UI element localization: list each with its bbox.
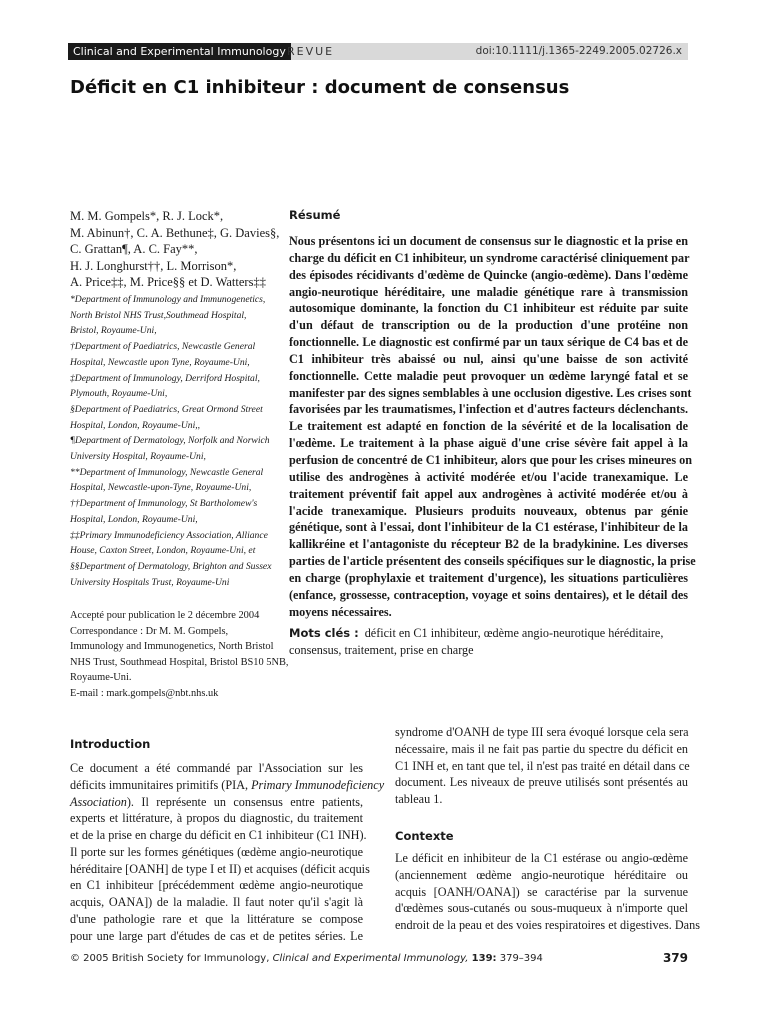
journal-name: Clinical and Experimental Immunology bbox=[68, 43, 291, 60]
body-line: acquis, OANA]) de la maladie. Il faut noter qu'il s'agit là bbox=[70, 895, 363, 909]
affiliation-line: **Department of Immunology, Newcastle General bbox=[70, 466, 264, 478]
body-line: pour une large part d'études de cas et de petites séries. Le bbox=[70, 928, 363, 943]
abstract-line: en charge (prophylaxie et traitement d'urgence), les situations particulières bbox=[289, 570, 688, 585]
body-line: déficits immunitaires primitifs (PIA, Primary Immunodeficiency bbox=[70, 777, 385, 792]
footer-volume: 139: bbox=[471, 953, 497, 964]
correspondence-line: NHS Trust, Southmead Hospital, Bristol BS10 5NB, bbox=[70, 656, 289, 668]
correspondence-line: Accepté pour publication le 2 décembre 2004 bbox=[70, 610, 260, 621]
context-body bbox=[395, 850, 700, 934]
keywords-line-2: consensus, traitement, prise en charge bbox=[289, 643, 474, 657]
body-line: acquis [OANH/OANA]) se caractérise par la survenue bbox=[395, 884, 688, 899]
abstract-line: Le traitement est adapté en fonction de la sévérité et de la localisation de bbox=[289, 419, 688, 434]
body-line: Le déficit en inhibiteur de la C1 estérase ou angio-œdème bbox=[395, 851, 688, 865]
correspondence-line: Correspondance : Dr M. M. Gompels, bbox=[70, 625, 229, 637]
doi: doi:10.1111/j.1365-2249.2005.02726.x bbox=[475, 45, 682, 57]
affiliation-line: Hospital, London, Royaume-Uni, bbox=[70, 513, 198, 525]
correspondence-line: Royaume-Uni. bbox=[70, 672, 132, 683]
continuation-paragraph bbox=[395, 724, 688, 808]
affiliation-line: North Bristol NHS Trust,Southmead Hospital, bbox=[70, 309, 247, 321]
author-line: A. Price‡‡, M. Price§§ et D. Watters‡‡ bbox=[70, 275, 266, 289]
abstract-line: des épisodes récidivants d'œdème de Quincke (angio-œdème). Dans l'œdème bbox=[289, 267, 688, 282]
abstract-line: moyens nécessaires. bbox=[289, 604, 392, 619]
affiliation-line: §§Department of Dermatology, Brighton and Sussex bbox=[70, 560, 272, 572]
body-line: tableau 1. bbox=[395, 792, 443, 806]
body-line: héréditaire [OANH] de type I et II) et acquises (déficit acquis bbox=[70, 861, 370, 876]
body-line: Ce document a été commandé par l'Association sur les bbox=[70, 761, 363, 775]
affiliation-line: §Department of Paediatrics, Great Ormond Street bbox=[70, 403, 263, 415]
affiliation-line: Hospital, Newcastle-upon-Tyne, Royaume-Uni, bbox=[70, 482, 252, 494]
footer-pages: 379–394 bbox=[499, 953, 543, 964]
affiliation-line: *Department of Immunology and Immunogenetics, bbox=[70, 294, 266, 305]
abstract-line: autosomique dominante, la fonction du C1 inhibiteur est réduite par suite bbox=[289, 301, 688, 316]
affiliation-line: ‡Department of Immunology, Derriford Hospital, bbox=[70, 372, 260, 384]
abstract-line: l'œdème. Le traitement à la phase aiguë d'une crise sévère fait appel à la bbox=[289, 436, 688, 451]
keywords-line-1 bbox=[289, 625, 688, 642]
correspondence-block bbox=[70, 608, 289, 701]
affiliation-line: †Department of Paediatrics, Newcastle General bbox=[70, 341, 256, 353]
body-line: C1 INH et, en tant que tel, il n'est pas traité en détail dans ce bbox=[395, 758, 690, 773]
footer-journal: Clinical and Experimental Immunology, bbox=[272, 953, 469, 964]
abstract-line: perfusion de concentré de C1 inhibiteur, alors que pour les crises mineures on bbox=[289, 452, 692, 467]
abstract-line: fonctionnelle. Cette maladie peut provoquer un œdème laryngé fatal et se bbox=[289, 368, 688, 383]
keywords-block bbox=[289, 625, 688, 659]
abstract-line: (enfance, grossesse, contraception, voyage et soins dentaires), et le détail des bbox=[289, 587, 688, 602]
affiliation-line: University Hospital, Royaume-Uni, bbox=[70, 451, 206, 463]
introduction-heading: Introduction bbox=[70, 737, 151, 751]
author-list bbox=[70, 208, 280, 291]
body-line: experts et littérature, à propos du diagnostic, du traitement bbox=[70, 811, 363, 826]
introduction-body bbox=[70, 760, 385, 944]
abstract-line: utilise des androgènes à activité modérée et/ou l'acide tranexamique. Le bbox=[289, 469, 688, 484]
affiliation-line: ††Department of Immunology, St Bartholomew's bbox=[70, 498, 258, 510]
body-line: et de la prise en charge du déficit en C1 inhibiteur (C1 INH). bbox=[70, 828, 367, 842]
affiliation-list bbox=[70, 292, 282, 590]
body-line: Il porte sur les formes génétiques (œdème angio-neurotique bbox=[70, 844, 363, 859]
body-line: (anciennement œdème angio-neurotique héréditaire ou bbox=[395, 867, 688, 882]
abstract-heading: Résumé bbox=[289, 208, 341, 222]
page-footer bbox=[70, 953, 688, 964]
affiliation-line: ‡‡Primary Immunodeficiency Association, Alliance bbox=[70, 529, 268, 541]
abstract-line: manifester par des signes semblables à une occlusion digestive. Les crises sont bbox=[289, 385, 692, 400]
keywords-text-1: déficit en C1 inhibiteur, œdème angio-neurotique héréditaire, bbox=[364, 626, 664, 640]
abstract-line: kallikréine et l'antagoniste du récepteur B2 de la bradykinine. Les diverses bbox=[289, 537, 688, 552]
abstract-line: angio-neurotique héréditaire, une maladie génétique rare à transmission bbox=[289, 284, 688, 299]
abstract-line: Nous présentons ici un document de consensus sur le diagnostic et la prise en bbox=[289, 234, 688, 248]
page-number: 379 bbox=[662, 951, 688, 965]
affiliation-line: University Hospitals Trust, Royaume-Uni bbox=[70, 576, 230, 588]
abstract-line: d'un défaut de transcription ou de la production d'une protéine non bbox=[289, 318, 688, 333]
body-line: d'une pathologie rare et que la littérature se compose bbox=[70, 911, 363, 926]
abstract-line: fonctionnelle. Le diagnostic est confirmé par un taux sérique de C4 bas et de bbox=[289, 335, 688, 350]
body-line: Association). Il représente un consensus entre patients, bbox=[70, 794, 363, 809]
abstract-line: favorisées par les traumatismes, l'infection et d'autres facteurs déclenchants. bbox=[289, 402, 688, 417]
affiliation-line: Hospital, London, Royaume-Uni,, bbox=[70, 419, 201, 431]
body-line: nécessaire, mais il ne fait pas partie du spectre du déficit en bbox=[395, 741, 688, 756]
context-heading: Contexte bbox=[395, 829, 454, 843]
section-label: REVUE bbox=[287, 45, 335, 58]
author-line: M. Abinun†, C. A. Bethune‡, G. Davies§, bbox=[70, 225, 280, 240]
affiliation-line: Bristol, Royaume-Uni, bbox=[70, 325, 157, 337]
keywords-label: Mots clés : bbox=[289, 626, 359, 640]
body-line: d'œdèmes sous-cutanés ou sous-muqueux à n'importe quel bbox=[395, 901, 688, 916]
affiliation-line: ¶Department of Dermatology, Norfolk and Norwich bbox=[70, 435, 270, 447]
abstract-line: parties de l'article présentent des conseils spécifiques sur le diagnostic, la prise bbox=[289, 554, 696, 569]
affiliation-line: House, Caxton Street, London, Royaume-Uni, et bbox=[70, 545, 256, 557]
abstract-line: traitement préventif fait appel aux androgènes à activité modérée et/ou à bbox=[289, 486, 688, 501]
abstract-line: l'acide tranexamique. Plusieurs produits nouveaux, obtenus par génie bbox=[289, 503, 688, 518]
correspondence-line: Immunology and Immunogenetics, North Bristol bbox=[70, 641, 274, 652]
body-line: document. Les niveaux de preuve utilisés sont présentés au bbox=[395, 775, 688, 790]
abstract-line: C1 inhibiteur très abaissé ou nul, ainsi qu'une baisse de son activité bbox=[289, 351, 688, 366]
correspondence-line: E-mail : mark.gompels@nbt.nhs.uk bbox=[70, 687, 219, 699]
author-line: H. J. Longhurst††, L. Morrison*, bbox=[70, 258, 237, 273]
abstract-line: génétique, sont à l'essai, dont l'inhibiteur de la C1 estérase, l'inhibiteur de la bbox=[289, 520, 688, 535]
body-line: endroit de la peau et des voies respiratoires et digestives. Dans bbox=[395, 918, 700, 932]
author-line: C. Grattan¶, A. C. Fay**, bbox=[70, 242, 198, 256]
affiliation-line: Hospital, Newcastle upon Tyne, Royaume-Uni, bbox=[70, 356, 250, 368]
abstract-line: charge du déficit en C1 inhibiteur, un syndrome caractérisé cliniquement par bbox=[289, 250, 690, 265]
article-title: Déficit en C1 inhibiteur : document de consensus bbox=[70, 77, 570, 98]
footer-copyright: © 2005 British Society for Immunology, bbox=[70, 953, 270, 964]
body-line: syndrome d'OANH de type III sera évoqué lorsque cela sera bbox=[395, 725, 689, 739]
affiliation-line: Plymouth, Royaume-Uni, bbox=[70, 388, 168, 400]
body-line: en C1 inhibiteur [précédemment œdème angio-neurotique bbox=[70, 878, 363, 893]
abstract-body bbox=[289, 233, 696, 620]
journal-header-band bbox=[68, 43, 688, 60]
author-line: M. M. Gompels*, R. J. Lock*, bbox=[70, 209, 224, 223]
